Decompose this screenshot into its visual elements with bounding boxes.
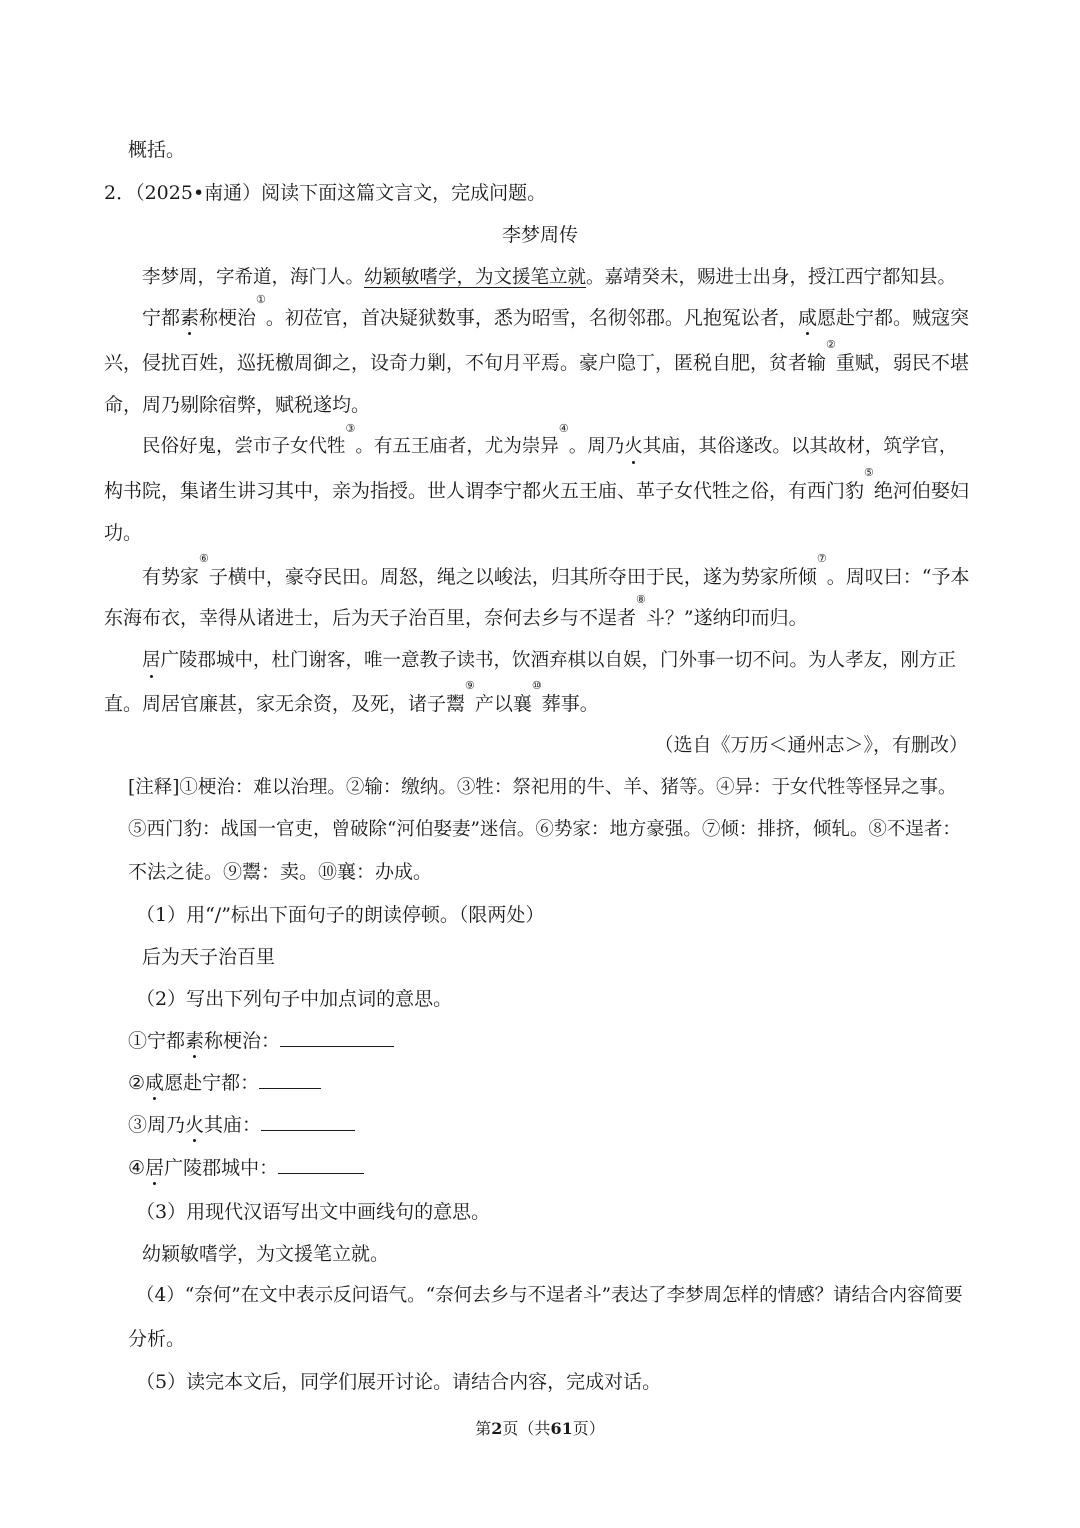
page-number: 2 bbox=[491, 1419, 503, 1438]
annotation-line: 不法之徒。⑨鬻：卖。⑩襄：办成。 bbox=[128, 861, 433, 883]
paragraph-line: 功。 bbox=[104, 522, 143, 544]
note-marker: ④ bbox=[558, 422, 569, 435]
paragraph-line: 兴，侵扰百姓，巡抚檄周御之，设奇力剿，不旬月平焉。豪户隐丁，匿税自肥，贫者输②重赋，弱民不堪 bbox=[104, 338, 969, 374]
dotted-word: 火 bbox=[624, 436, 643, 457]
paragraph-line: 居广陵郡城中，杜门谢客，唯一意教子读书，饮酒弃棋以自娱，门外事一切不问。为人孝友，刚方正 bbox=[142, 650, 957, 671]
answer-blank[interactable] bbox=[280, 1028, 394, 1047]
dotted-word: 居 bbox=[145, 1157, 165, 1179]
paragraph-line: 东海布衣，幸得从诸进士，后为天子治百里，奈何去乡与不逞者⑧斗？”遂纳印而归。 bbox=[104, 593, 808, 629]
annotation-line: [注释]①梗治：难以治理。②输：缴纳。③牲：祭祀用的牛、羊、猪等。④异：于女代牲等怪异之事。 bbox=[128, 777, 957, 798]
dotted-word: 咸 bbox=[797, 307, 817, 329]
answer-blank[interactable] bbox=[261, 1112, 355, 1131]
paragraph-line: 民俗好鬼，尝市子女代牲③。有五王庙者，尤为崇异④。周乃火其庙，其俗遂改。以其故材，筑学官， bbox=[142, 422, 958, 457]
page-footer: 第2页（共61页） bbox=[475, 1419, 605, 1438]
dotted-word: 素 bbox=[180, 307, 200, 329]
paragraph-line: 命，周乃剔除宿弊，赋税遂均。 bbox=[104, 394, 371, 416]
answer-blank[interactable] bbox=[278, 1155, 364, 1174]
sub-question: ①宁都素称梗治： bbox=[128, 1028, 976, 1053]
sub-question: ③周乃火其庙： bbox=[128, 1112, 976, 1137]
question-sentence: 后为天子治百里 bbox=[142, 946, 276, 968]
note-marker: ⑩ bbox=[531, 679, 542, 692]
question-sentence: 幼颖敏嗜学，为文援笔立就。 bbox=[142, 1243, 390, 1265]
paragraph-line: 直。周居官廉甚，家无余资，及死，诸子鬻⑨产以襄⑩葬事。 bbox=[104, 679, 599, 715]
paragraph-line: 李梦周，字希道，海门人。幼颖敏嗜学，为文援笔立就。嘉靖癸未，赐进士出身，授江西宁都知县。 bbox=[142, 267, 957, 288]
question-item: （1）用“/”标出下面句子的朗读停顿。（限两处） bbox=[136, 904, 545, 926]
text-line: 概括。 bbox=[128, 139, 186, 161]
paragraph-line: 构书院，集诸生讲习其中，亲为指授。世人谓李宁都火五王庙、革子女代牲之俗，有西门豹⑤绝河伯娶妇 bbox=[104, 466, 969, 502]
note-marker: ③ bbox=[345, 422, 356, 435]
note-marker: ⑥ bbox=[199, 552, 209, 565]
note-marker: ⑤ bbox=[864, 466, 874, 479]
question-item: （2）写出下列句子中加点词的意思。 bbox=[136, 988, 453, 1010]
dotted-word: 素 bbox=[185, 1030, 205, 1052]
underlined-sentence: 幼颖敏嗜学，为文援笔立就 bbox=[364, 267, 587, 288]
question-item-cont: 分析。 bbox=[128, 1328, 186, 1350]
sub-question: ②咸愿赴宁都： bbox=[128, 1070, 976, 1095]
question-item: （3）用现代汉语写出文中画线句的意思。 bbox=[136, 1201, 491, 1223]
note-marker: ② bbox=[826, 338, 836, 351]
dotted-word: 居 bbox=[142, 650, 161, 671]
note-marker: ⑨ bbox=[465, 679, 475, 692]
source-citation: （选自《万历＜通州志＞》，有删改） bbox=[654, 734, 968, 756]
note-marker: ⑦ bbox=[816, 552, 827, 565]
question-item: （4）“奈何”在文中表示反问语气。“奈何去乡与不逞者斗”表达了李梦周怎样的情感？请结合内容简要 bbox=[136, 1285, 963, 1306]
dotted-word: 火 bbox=[185, 1114, 205, 1136]
question-item: （5）读完本文后，同学们展开讨论。请结合内容，完成对话。 bbox=[136, 1371, 662, 1393]
paragraph-line: 宁都素称梗治①。初莅官，首决疑狱数事，悉为昭雪，名彻邻郡。凡抱冤讼者，咸愿赴宁都。贼寇突 bbox=[142, 293, 969, 329]
answer-blank[interactable] bbox=[259, 1070, 321, 1089]
note-marker: ⑧ bbox=[636, 593, 646, 606]
note-marker: ① bbox=[256, 293, 266, 306]
question-heading: 2．（2025•南通）阅读下面这篇文言文，完成问题。 bbox=[104, 182, 547, 204]
page-total: 61 bbox=[550, 1419, 573, 1438]
dotted-word: 咸 bbox=[145, 1072, 165, 1094]
passage-title: 李梦周传 bbox=[501, 224, 578, 246]
paragraph-line: 有势家⑥子横中，豪夺民田。周怒，绳之以峻法，归其所夺田于民，遂为势家所倾⑦。周叹曰：“予本 bbox=[142, 552, 970, 588]
sub-question: ④居广陵郡城中： bbox=[128, 1155, 976, 1180]
annotation-line: ⑤西门豹：战国一官吏，曾破除“河伯娶妻”迷信。⑥势家：地方豪强。⑦倾：排挤，倾轧。⑧不逞者： bbox=[128, 819, 961, 840]
